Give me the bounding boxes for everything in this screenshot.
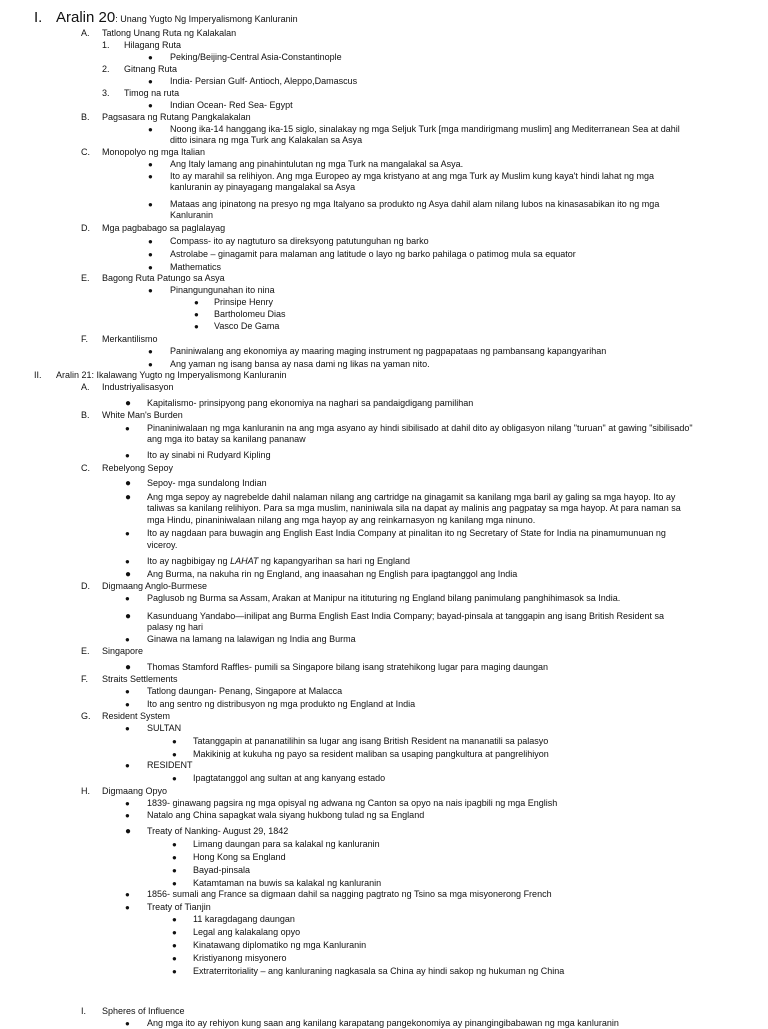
bullet-icon: ● [125, 611, 132, 622]
outline-heading: Hilagang Ruta [124, 40, 182, 50]
list-item: Pinangungunahan ito nina [170, 285, 275, 295]
list-item: Ito ang sentro ng distribusyon ng mga produkto ng England at India [147, 699, 416, 709]
sub-list-item: Tatanggapin at pananatilihin sa lugar ang isang British Resident na mananatili sa palasyo [193, 736, 549, 746]
list-item: Tatlong daungan- Penang, Singapore at Malacca [147, 686, 343, 696]
bullet-icon: ● [172, 967, 177, 976]
outline-heading: Straits Settlements [102, 674, 178, 684]
outline-heading: Bagong Ruta Patungo sa Asya [102, 273, 225, 283]
bullet-icon: ● [125, 478, 132, 489]
outline-label: E. [81, 273, 90, 283]
bullet-icon: ● [125, 724, 130, 733]
outline-label: B. [81, 112, 90, 122]
bullet-icon: ● [172, 915, 177, 924]
bullet-icon: ● [148, 347, 153, 356]
bullet-icon: ● [125, 424, 130, 433]
list-item: Ito ay marahil sa relihiyon. Ang mga Europeo ay mga kristyano at ang mga Turk ay Muslim kung kaya't hindi lahat ng mga [170, 171, 654, 181]
bullet-icon: ● [172, 774, 177, 783]
list-item: Paglusob ng Burma sa Assam, Arakan at Manipur na itituturing ng England bilang panimulang panghihimasok sa India. [147, 593, 621, 603]
bullet-icon: ● [125, 799, 130, 808]
list-item: Ang Burma, na nakuha rin ng England, ang inaasahan ng English para ipagtanggol ang India [147, 569, 518, 579]
bullet-icon: ● [148, 286, 153, 295]
bullet-icon: ● [125, 635, 130, 644]
list-item: Ang mga ito ay rehiyon kung saan ang kanilang karapatang pangekonomiya ay pinangingibabawan ng mga kanluranin [147, 1018, 619, 1028]
bullet-icon: ● [125, 903, 130, 912]
list-item: Treaty of Nanking- August 29, 1842 [147, 826, 289, 836]
outline-heading: White Man's Burden [102, 410, 183, 420]
sub-list-item: Hong Kong sa England [193, 852, 286, 862]
outline-label: 3. [102, 88, 110, 98]
bullet-icon: ● [194, 310, 199, 319]
bullet-icon: ● [194, 322, 199, 331]
list-item: Ang yaman ng isang bansa ay nasa dami ng likas na yaman nito. [170, 359, 430, 369]
bullet-icon: ● [172, 750, 177, 759]
bullet-icon: ● [148, 360, 153, 369]
list-item-text: ng kapangyarihan sa hari ng England [258, 556, 411, 566]
sub-list-item: Extraterritoriality – ang kanluraning nagkasala sa China ay hindi sakop ng hukuman ng China [193, 966, 565, 976]
outline-label: C. [81, 463, 90, 473]
bullet-icon: ● [148, 160, 153, 169]
list-item-continued: viceroy. [147, 540, 178, 550]
bullet-icon: ● [148, 237, 153, 246]
list-item: Ito ay sinabi ni Rudyard Kipling [147, 450, 271, 460]
bullet-icon: ● [194, 298, 199, 307]
outline-heading: Merkantilismo [102, 334, 158, 344]
list-item-continued: Kanluranin [170, 210, 214, 220]
outline-heading: Pagsasara ng Rutang Pangkalakalan [102, 112, 251, 122]
list-item: Ang mga sepoy ay nagrebelde dahil nalaman nilang ang cartridge na ginagamit sa kanilang mga baril ay galing sa mga hayop. Ito ay [147, 492, 676, 502]
outline-label: F. [81, 334, 89, 344]
section-number: II. [34, 370, 42, 380]
bullet-icon: ● [125, 557, 130, 566]
bullet-icon: ● [125, 398, 132, 409]
list-item-continued: mga Hindu, pinaniniwalaan nilang ang mga hayop ay ang reinkarnasyon ng kanilang mga ninuno. [147, 515, 536, 525]
sub-list-item: Limang daungan para sa kalakal ng kanluranin [193, 839, 380, 849]
outline-label: C. [81, 147, 90, 157]
outline-heading: Digmaang Anglo-Burmese [102, 581, 208, 591]
bullet-icon: ● [125, 492, 132, 503]
bullet-icon: ● [148, 263, 153, 272]
list-item-continued: ang mga ito batay sa kanilang pananaw [147, 434, 306, 444]
bullet-icon: ● [172, 954, 177, 963]
list-item: Pinaniniwalaan ng mga kanluranin na ang mga asyano ay hindi sibilisado at dahil dito ay obligasyon nilang "turuan" at gawing "sibilisado" [147, 423, 693, 433]
sub-list-item: Makikinig at kukuha ng payo sa resident maliban sa usaping pangkultura at pangrelihiyon [193, 749, 549, 759]
bullet-icon: ● [148, 200, 153, 209]
list-item: Kasunduang Yandabo—inilipat ang Burma English East India Company; bayad-pinsala at tanggapin ang isang British Resident sa [147, 611, 665, 621]
sub-list-item: 11 karagdagang daungan [193, 914, 295, 924]
outline-label: B. [81, 410, 90, 420]
bullet-icon: ● [172, 737, 177, 746]
list-item: SULTAN [147, 723, 182, 733]
sub-list-item: Bartholomeu Dias [214, 309, 286, 319]
outline-heading: Resident System [102, 711, 171, 721]
list-item [147, 556, 410, 567]
bullet-icon: ● [172, 840, 177, 849]
outline-heading: Timog na ruta [124, 88, 180, 98]
sub-list-item: Ipagtatanggol ang sultan at ang kanyang estado [193, 773, 386, 783]
sub-list-item: Kristiyanong misyonero [193, 953, 287, 963]
bullet-icon: ● [172, 928, 177, 937]
bullet-icon: ● [125, 687, 130, 696]
outline-label: D. [81, 581, 90, 591]
list-item: Compass- ito ay nagtuturo sa direksyong patutunguhan ng barko [170, 236, 429, 246]
outline-heading: Industriyalisasyon [102, 382, 174, 392]
outline-label: E. [81, 646, 90, 656]
list-item: Indian Ocean- Red Sea- Egypt [170, 100, 293, 110]
list-item-text: Ito ay nagbibigay ng [147, 556, 231, 566]
outline-heading: Spheres of Influence [102, 1006, 185, 1016]
bullet-icon: ● [125, 569, 132, 580]
bullet-icon: ● [148, 53, 153, 62]
sub-list-item: Katamtaman na buwis sa kalakal ng kanluranin [193, 878, 382, 888]
outline-label: G. [81, 711, 91, 721]
bullet-icon: ● [125, 826, 132, 837]
bullet-icon: ● [125, 890, 130, 899]
list-item-continued: kanluranin ay pinayagang mangalakal sa Asya [170, 182, 356, 192]
list-item: Mathematics [170, 262, 222, 272]
list-item: Ang Italy lamang ang pinahintulutan ng mga Turk na mangalakal sa Asya. [170, 159, 464, 169]
outline-label: D. [81, 223, 90, 233]
list-item: Kapitalismo- prinsipyong pang ekonomiya na naghari sa pandaigdigang pamilihan [147, 398, 474, 408]
list-item: Natalo ang China sapagkat wala siyang hukbong tulad ng sa England [147, 810, 425, 820]
outline-label: H. [81, 786, 90, 796]
list-item: Mataas ang ipinatong na presyo ng mga Italyano sa produkto ng Asya dahil alam nilang lubos na kinasasabikan ito ng mga [170, 199, 660, 209]
outline-heading: Monopolyo ng mga Italian [102, 147, 206, 157]
bullet-icon: ● [125, 1019, 130, 1028]
bullet-icon: ● [172, 879, 177, 888]
bullet-icon: ● [148, 101, 153, 110]
outline-heading: Tatlong Unang Ruta ng Kalakalan [102, 28, 237, 38]
list-item: Paniniwalang ang ekonomiya ay maaring maging instrument ng pagpapataas ng pambansang kapangyarihan [170, 346, 607, 356]
section-number: I. [34, 9, 43, 26]
list-item: Astrolabe – ginagamit para malaman ang latitude o layo ng barko pahilaga o patimog mula sa equator [170, 249, 576, 259]
sub-list-item: Vasco De Gama [214, 321, 280, 331]
outline-heading: Digmaang Opyo [102, 786, 168, 796]
bullet-icon: ● [125, 700, 130, 709]
outline-label: A. [81, 28, 90, 38]
bullet-icon: ● [148, 125, 153, 134]
section-heading-1 [34, 10, 42, 26]
list-item: RESIDENT [147, 760, 193, 770]
section-title-big: Aralin 20 [56, 9, 116, 26]
outline-label: 2. [102, 64, 110, 74]
outline-heading: Mga pagbabago sa paglalayag [102, 223, 226, 233]
bullet-icon: ● [125, 451, 130, 460]
sub-list-item: Legal ang kalakalang opyo [193, 927, 301, 937]
outline-heading: Gitnang Ruta [124, 64, 178, 74]
sub-list-item: Kinatawang diplomatiko ng mga Kanluranin [193, 940, 367, 950]
section-title-1 [56, 10, 298, 27]
list-item-continued: ditto isinara ng mga Turk ang Kalakalan sa Asya [170, 135, 363, 145]
section-title-rest: : Unang Yugto Ng Imperyalismong Kanluranin [115, 14, 298, 24]
sub-list-item: Bayad-pinsala [193, 865, 251, 875]
outline-label: F. [81, 674, 89, 684]
list-item-continued: palasy ng hari [147, 622, 204, 632]
outline-heading: Singapore [102, 646, 144, 656]
bullet-icon: ● [125, 594, 130, 603]
list-item-continued: taliwas sa kanilang relihiyon. Para sa mga muslim, naniniwala sila na dapat ay malinis ang pagpatay sa mga hayop. At para naman sa [147, 503, 681, 513]
list-item: Peking/Beijing-Central Asia-Constantinople [170, 52, 342, 62]
list-item: 1856- sumali ang France sa digmaan dahil sa nagging pagtrato ng Tsino sa mga misyonerong French [147, 889, 552, 899]
bullet-icon: ● [125, 811, 130, 820]
list-item: Ginawa na lamang na lalawigan ng India ang Burma [147, 634, 356, 644]
bullet-icon: ● [172, 853, 177, 862]
bullet-icon: ● [172, 941, 177, 950]
emphasis-text: LAHAT [230, 556, 259, 566]
bullet-icon: ● [125, 529, 130, 538]
bullet-icon: ● [148, 172, 153, 181]
bullet-icon: ● [148, 77, 153, 86]
list-item: Noong ika-14 hanggang ika-15 siglo, sinalakay ng mga Seljuk Turk [mga mandirigmang muslim] ang Mediterranean Sea at dahil [170, 124, 680, 134]
bullet-icon: ● [148, 250, 153, 259]
bullet-icon: ● [125, 761, 130, 770]
list-item: Treaty of Tianjin [147, 902, 211, 912]
sub-list-item: Prinsipe Henry [214, 297, 274, 307]
outline-heading: Rebelyong Sepoy [102, 463, 174, 473]
list-item: India- Persian Gulf- Antioch, Aleppo,Damascus [170, 76, 358, 86]
section-title-2: Aralin 21: Ikalawang Yugto ng Imperyalismong Kanluranin [56, 370, 287, 380]
outline-label: 1. [102, 40, 110, 50]
list-item: 1839- ginawang pagsira ng mga opisyal ng adwana ng Canton sa opyo na nais ipagbili ng mga English [147, 798, 558, 808]
list-item: Sepoy- mga sundalong Indian [147, 478, 267, 488]
bullet-icon: ● [172, 866, 177, 875]
list-item: Ito ay nagdaan para buwagin ang English East India Company at pinalitan ito ng Secretary of State for India na pinamumunuan ng [147, 528, 666, 538]
list-item: Thomas Stamford Raffles- pumili sa Singapore bilang isang stratehikong lugar para maging daungan [147, 662, 549, 672]
outline-label: A. [81, 382, 90, 392]
bullet-icon: ● [125, 662, 132, 673]
outline-label: I. [81, 1006, 87, 1016]
